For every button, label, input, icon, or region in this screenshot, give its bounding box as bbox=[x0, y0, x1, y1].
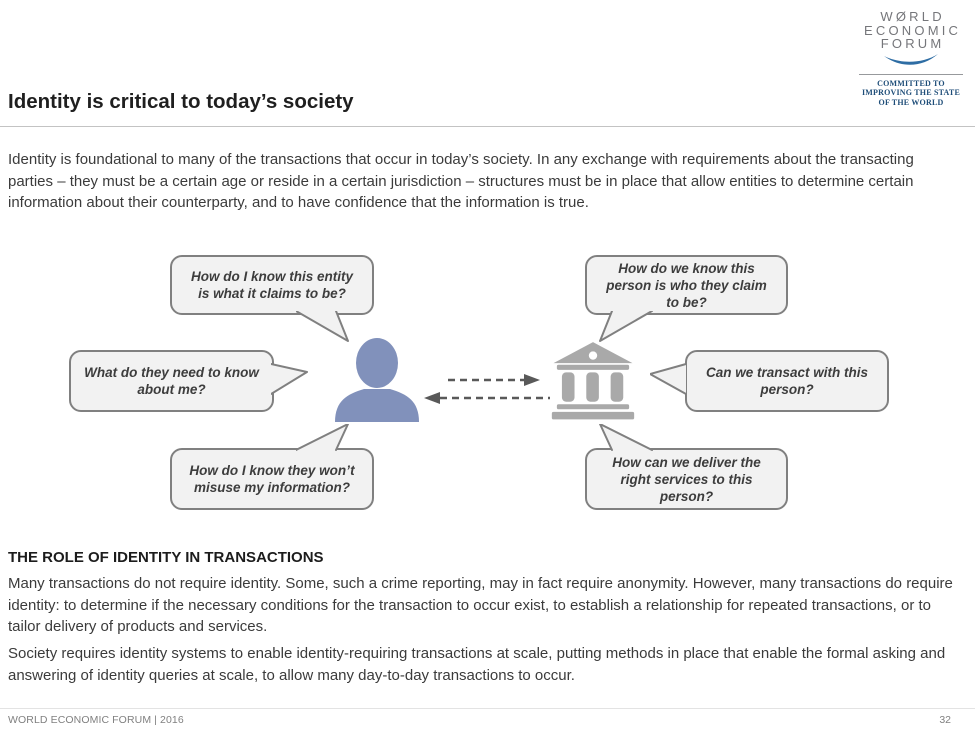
logo-line-economic: ECONOMIC bbox=[864, 22, 962, 38]
person-silhouette-icon bbox=[331, 337, 423, 422]
logo-tagline bbox=[859, 79, 963, 108]
speech-bubble-mid-left bbox=[69, 350, 274, 412]
speech-bubble-bottom-right bbox=[585, 448, 788, 510]
bubble-text: How do we know this person is who they claim to be? bbox=[606, 260, 767, 310]
wef-logo bbox=[859, 10, 963, 107]
bubble-tail-bottom-left bbox=[296, 424, 354, 452]
section-paragraph-1: Many transactions do not require identity. Some, such a crime reporting, may in fact require anonymity. However, many transactions do require identity: to determine if the necessary conditions for the transaction to occur exist, to establish a relationship for repeated transactions, or to tailor delivery of products and services. bbox=[8, 575, 953, 635]
bubble-text: What do they need to know about me? bbox=[84, 365, 259, 397]
logo-divider bbox=[859, 74, 963, 75]
footer-divider bbox=[0, 708, 975, 709]
logo-line-world: WØRLD bbox=[880, 9, 945, 24]
bubble-tail-top-left bbox=[296, 311, 354, 343]
bubble-tail-top-right bbox=[598, 311, 656, 343]
bank-building-icon bbox=[551, 342, 635, 422]
bubble-text: Can we transact with this person? bbox=[705, 365, 869, 397]
logo-swoosh-icon bbox=[882, 53, 940, 69]
speech-bubble-mid-right bbox=[685, 350, 889, 412]
bubble-tail-mid-left bbox=[271, 362, 309, 396]
tagline-line: COMMITTED TO bbox=[877, 78, 945, 88]
title-divider bbox=[0, 126, 975, 127]
bubble-tail-bottom-right bbox=[598, 424, 656, 452]
page-title: Identity is critical to today’s society bbox=[8, 90, 354, 113]
dashed-exchange-arrows-icon bbox=[420, 368, 556, 406]
bubble-text: How do I know they won’t misuse my information? bbox=[189, 463, 355, 495]
speech-bubble-top-left bbox=[170, 255, 374, 315]
speech-bubble-top-right bbox=[585, 255, 788, 315]
bubble-text: How can we deliver the right services to this person? bbox=[612, 454, 761, 504]
section-heading: THE ROLE OF IDENTITY IN TRANSACTIONS bbox=[8, 549, 324, 566]
intro-paragraph: Identity is foundational to many of the transactions that occur in today’s society. In any exchange with requirements about the transacting parties – they must be a certain age or reside in a certain jurisdiction – structures must be in place that allow entities to determine certain information about their counterparty, and to have confidence that the information is true. bbox=[8, 151, 914, 211]
page-number: 32 bbox=[939, 714, 951, 726]
tagline-line: OF THE WORLD bbox=[878, 97, 944, 107]
logo-line-forum: FORUM bbox=[880, 36, 945, 51]
speech-bubble-bottom-left bbox=[170, 448, 374, 510]
bubble-text: How do I know this entity is what it claims to be? bbox=[191, 269, 353, 301]
footer-source: WORLD ECONOMIC FORUM | 2016 bbox=[8, 714, 184, 726]
tagline-line: IMPROVING THE STATE bbox=[861, 88, 961, 97]
section-paragraph-2: Society requires identity systems to enable identity-requiring transactions at scale, putting methods in place that enable the formal asking and answering of identity queries at scale, to allow many day-to-day transactions to occur. bbox=[8, 645, 946, 684]
bubble-tail-mid-right bbox=[650, 362, 688, 396]
